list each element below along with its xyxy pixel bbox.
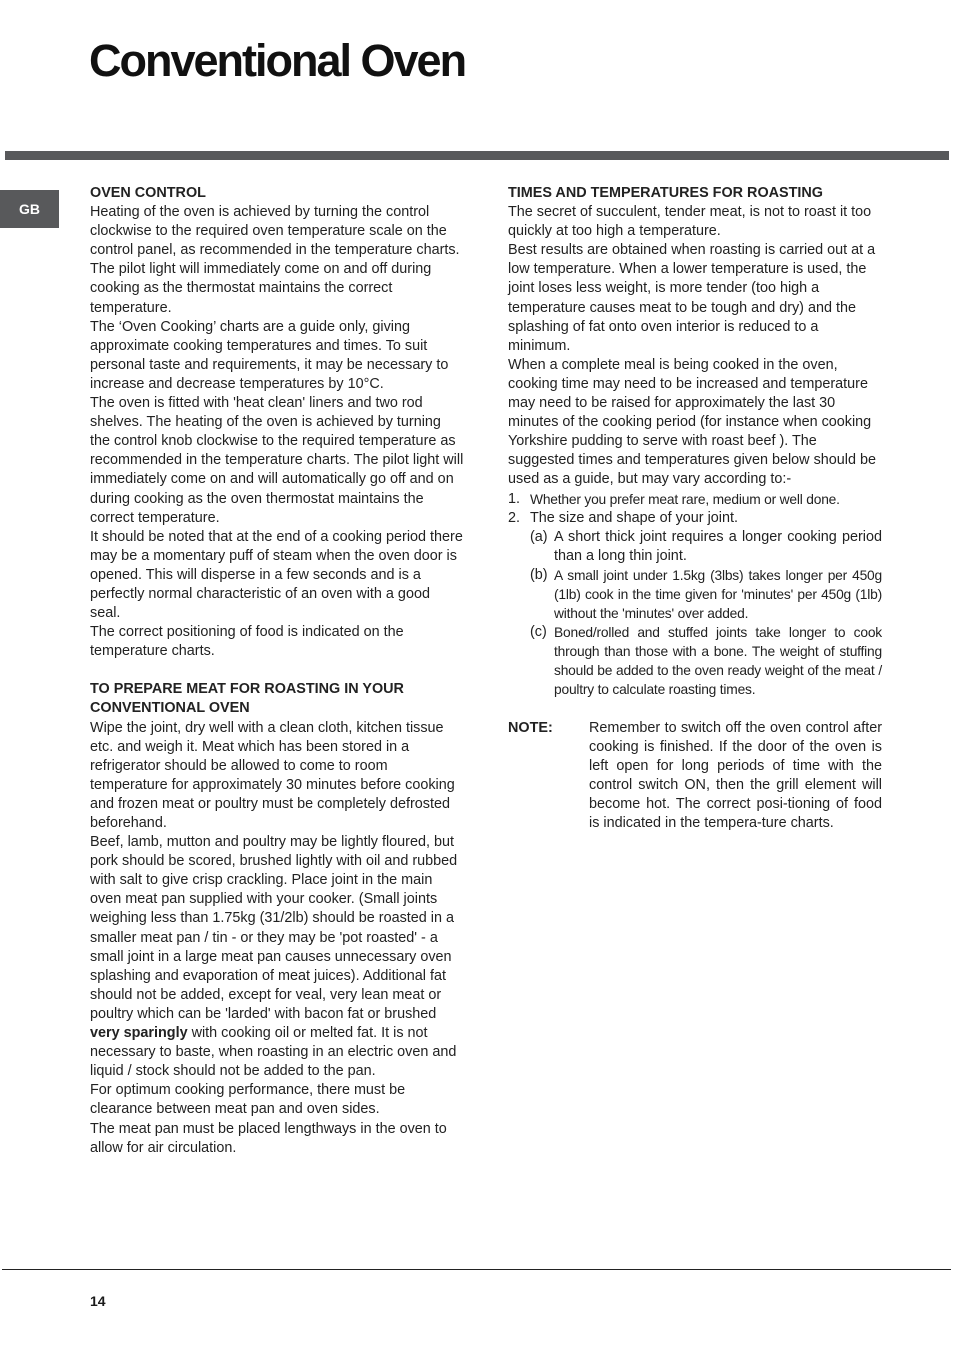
note-block [508, 719, 882, 834]
paragraph: Wipe the joint, dry well with a clean cloth, kitchen tissue etc. and weigh it. Meat which has been stored in a refrigerator should be allowed to come to room temperature for approximately 30 minutes before cooking and frozen meat or poultry must be completely defrosted beforehand. [90, 719, 455, 831]
left-column [90, 184, 464, 1158]
paragraph-text: with cooking oil or melted fat. It is not necessary to baste, when roasting in an electric oven and liquid / stock should not be added to the pan. [90, 1025, 457, 1080]
paragraph: It should be noted that at the end of a cooking period there may be a momentary puff of steam when the oven door is opened. This will disperse in a few seconds and is a perfectly normal characteristic of an oven with a good seal. [90, 528, 463, 622]
list-item [508, 509, 882, 528]
list-item [508, 490, 882, 509]
note-label: NOTE: [508, 719, 553, 736]
list-number: (b) [530, 566, 548, 583]
list-number: (c) [530, 624, 547, 641]
page-number: 14 [90, 1293, 106, 1309]
emphasis-text: very sparingly [90, 1025, 188, 1042]
prepare-meat-section [90, 680, 464, 1157]
paragraph: The correct positioning of food is indicated on the temperature charts. [90, 624, 404, 660]
paragraph: When a complete meal is being cooked in the oven, cooking time may need to be increased and temperature may need to be raised for approximately the last 30 minutes of the cooking period (for instance when cooking Yorkshire pudding to serve with roast beef ). The suggested times and temperatures given below should be used as a guide, but may vary according to:- [508, 356, 876, 488]
language-tab: GB [0, 190, 59, 228]
right-column [508, 184, 882, 833]
list-text: A short thick joint requires a longer cooking period than a long thin joint. [554, 528, 882, 564]
times-temperatures-section [508, 184, 882, 700]
paragraph: The ‘Oven Cooking’ charts are a guide only, giving approximate cooking temperatures and times. To suit personal taste and requirements, it may be necessary to increase and decrease temperatures by 10°C. [90, 318, 449, 392]
list-item [530, 566, 882, 623]
footer-divider [2, 1269, 951, 1270]
list-text: Boned/rolled and stuffed joints take longer to cook through than those with a bone. The weight of stuffing should be added to the oven ready weight of the meat / poultry to calculate roasting times. [554, 625, 882, 698]
paragraph: Heating of the oven is achieved by turning the control clockwise to the required oven temperature scale on the control panel, as recommended in the temperature charts. The pilot light will immediately come on and off during cooking as the thermostat maintains the correct temperature. [90, 204, 460, 316]
oven-control-section [90, 184, 464, 661]
paragraph: The oven is fitted with 'heat clean' liners and two rod shelves. The heating of the oven is achieved by turning the control knob clockwise to the required temperature as recommended in the temperature charts. The pilot light will immediately come on and will automatically go off and on during cooking as the oven thermostat maintains the correct temperature. [90, 395, 464, 526]
factor-list [508, 490, 882, 528]
note-text: Remember to switch off the oven control after cooking is finished. If the door of the oven is left open for long periods of time with the control switch ON, then the grill element will become hot. The correct posi-tioning of food is indicated in the tempera-ture charts. [589, 719, 882, 831]
paragraph: The meat pan must be placed lengthways in the oven to allow for air circulation. [90, 1120, 447, 1156]
section-heading: TIMES AND TEMPERATURES FOR ROASTING [508, 185, 823, 201]
paragraph: Best results are obtained when roasting is carried out at a low temperature. When a lower temperature is used, the joint loses less weight, is more tender (too high a temperature causes meat to be tough and dry) and the splashing of fat onto oven interior is reduced to a minimum. [508, 242, 876, 354]
list-text: The size and shape of your joint. [530, 509, 738, 526]
paragraph: For optimum cooking performance, there must be clearance between meat pan and oven sides. [90, 1082, 406, 1118]
list-text: A small joint under 1.5kg (3lbs) takes longer per 450g (1lb) cook in the time given for 'minutes' per 450g (1lb) without the 'minutes' over added. [554, 567, 882, 622]
page-title: Conventional Oven [89, 35, 466, 86]
paragraph [90, 833, 464, 1081]
joint-sublist [530, 528, 882, 700]
paragraph: The secret of succulent, tender meat, is not to roast it too quickly at too high a temperature. [508, 204, 872, 240]
list-number: (a) [530, 528, 548, 545]
list-item [530, 528, 882, 566]
paragraph-text: Beef, lamb, mutton and poultry may be lightly floured, but pork should be scored, brushed lightly with oil and rubbed with salt to give crisp crackling. Place joint in the main oven meat pan supplied with your cooker. (Small joints weighing less than 1.75kg (31/2lb) should be roasted in a smaller meat pan / tin - or they may be 'pot roasted' - a small joint in a large meat pan causes unnecessary oven splashing and evaporation of meat juices). Additional fat should not be added, except for veal, very lean meat or poultry which can be 'larded' with bacon fat or brushed [90, 834, 458, 1022]
header-divider-bar [5, 151, 949, 160]
list-number: 1. [508, 490, 521, 507]
list-number: 2. [508, 509, 521, 526]
section-heading: OVEN CONTROL [90, 185, 206, 201]
list-item [530, 623, 882, 699]
section-heading: TO PREPARE MEAT FOR ROASTING IN YOUR CONVENTIONAL OVEN [90, 681, 404, 717]
list-text: Whether you prefer meat rare, medium or well done. [530, 491, 840, 507]
